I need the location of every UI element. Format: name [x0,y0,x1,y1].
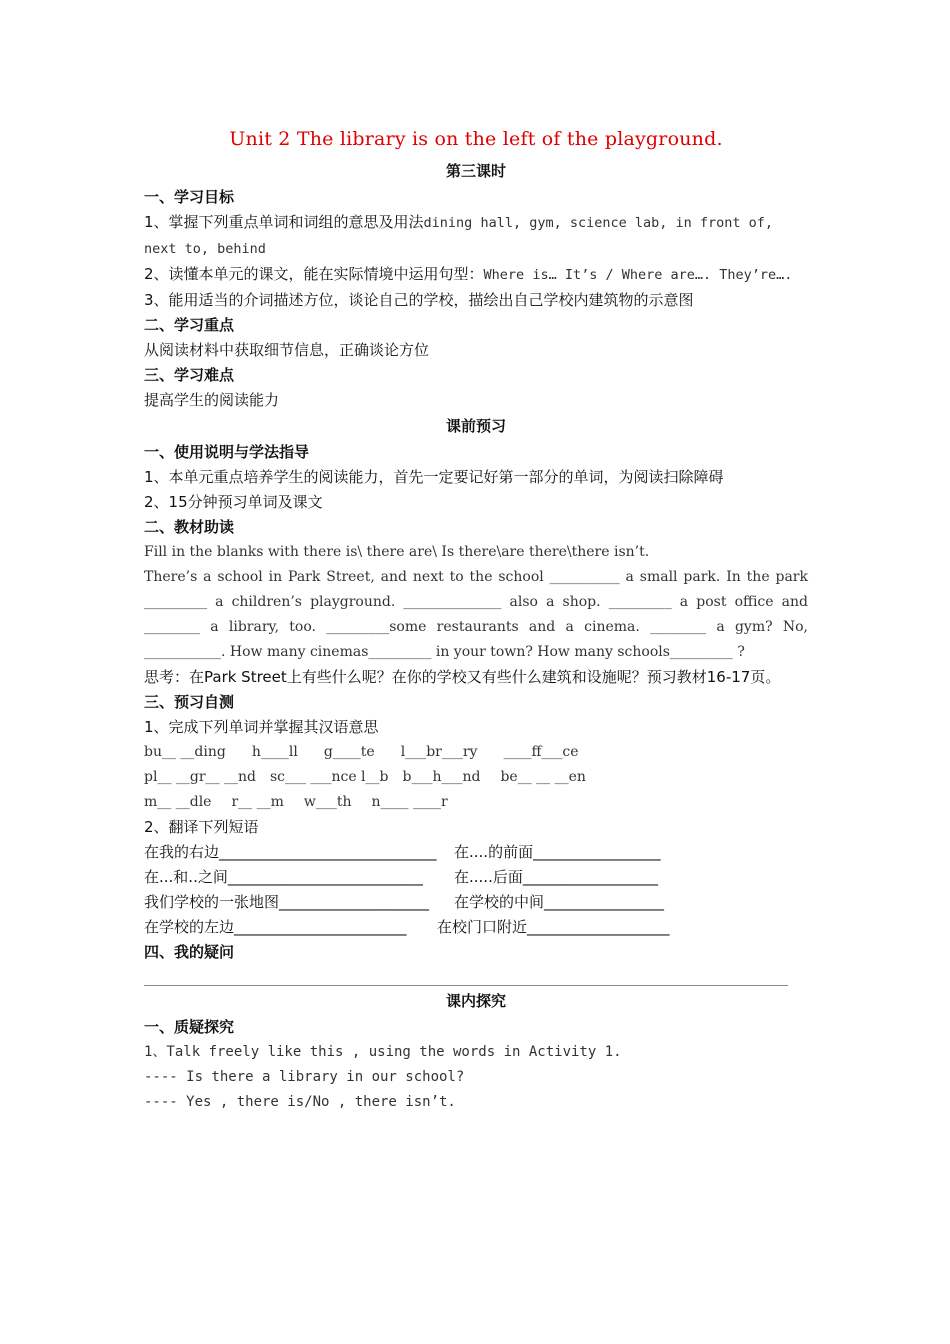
phrase-row [144,840,808,865]
selftest-q2: 2、翻译下列短语 [144,818,259,836]
goals-heading: 一、学习目标 [144,188,235,206]
dialog-line-2: ---- Yes , there is/No , there isn’t. [144,1094,456,1110]
selftest-heading: 三、预习自测 [144,693,235,711]
word-blank: bu__ __ding [144,744,226,760]
goal-item-1-cn: 1、掌握下列重点单词和词组的意思及用法 [144,213,424,231]
word-blank: b___h___nd [402,769,481,785]
phrase-row [144,890,808,915]
page-title: Unit 2 The library is on the left of the playground. [229,128,723,150]
goal-item-2-cn: 2、读懂本单元的课文，能在实际情境中运用句型： [144,265,484,283]
difficulty-text: 提高学生的阅读能力 [144,391,280,409]
phrase-blank: 在...和..之间__________________________ [144,868,423,886]
word-blank: sc___ ___nce l__b [269,769,389,785]
guide-item-2: 2、15分钟预习单词及课文 [144,493,323,511]
lesson-label: 第三课时 [445,162,506,180]
fill-instruction: Fill in the blanks with there is\ there are\ Is there\are there\there isn’t. [144,544,650,560]
word-blank: ____ff___ce [503,744,579,760]
goal-item-1 [144,210,808,262]
word-blank: be__ __ __en [500,769,586,785]
word-blank: l___br___ry [400,744,478,760]
phrase-blank: 在....的前面_________________ [454,843,661,861]
inclass-section-title: 课内探究 [445,992,506,1010]
difficulty-heading: 三、学习难点 [144,366,235,384]
word-blank: n____ ____r [371,794,448,810]
phrase-blank: 我们学校的一张地图____________________ [144,893,430,911]
goal-item-2 [144,262,808,288]
goal-item-1-en: dining hall, gym, science lab, in front of, next to, behind [144,215,774,257]
phrase-row [144,915,808,940]
think-question: 思考：在Park Street上有些什么呢？在你的学校又有些什么建筑和设施呢？预习教材16-17页。 [144,668,781,686]
word-row-2 [144,765,808,790]
word-blank: h____ll [251,744,298,760]
keypoints-heading: 二、学习重点 [144,316,235,334]
phrase-blank: 在.....后面__________________ [454,868,658,886]
document-page [144,128,808,1115]
goal-item-2-en: Where is… It’s / Where are…. They’re…. [483,267,793,283]
fill-passage: There’s a school in Park Street, and next to the school __________ a small park. In the park _________ a children’s playground. ______________ also a shop. _________ a post office and ________ a library, too. _________some restaurants and a cinema. ________ a gym? No, ___________. How many cinemas_________ in your town? How many schools_________ ? [144,569,808,660]
fill-in-exercise [144,540,808,665]
answer-line [144,965,788,986]
phrase-blank: 在学校的左边_______________________ [144,918,407,936]
word-blank: r__ __m [231,794,284,810]
selftest-q1: 1、完成下列单词并掌握其汉语意思 [144,718,379,736]
word-row-1 [144,740,808,765]
word-blank: m__ __dle [144,794,212,810]
preview-section-title: 课前预习 [445,417,506,435]
guide-item-1: 1、本单元重点培养学生的阅读能力，首先一定要记好第一部分的单词，为阅读扫除障碍 [144,468,724,486]
goal-item-3: 3、能用适当的介词描述方位，谈论自己的学校，描绘出自己学校内建筑物的示意图 [144,291,694,309]
explore-heading: 一、质疑探究 [144,1018,235,1036]
word-blank: w___th [303,794,352,810]
phrase-row [144,865,808,890]
word-blank: g____te [323,744,375,760]
phrase-blank: 在校门口附近___________________ [437,918,670,936]
keypoints-text: 从阅读材料中获取细节信息，正确谈论方位 [144,341,430,359]
word-row-3 [144,790,808,815]
word-blank: pl__ __gr__ __nd [144,769,256,785]
textbook-heading: 二、教材助读 [144,518,235,536]
guide-heading: 一、使用说明与学法指导 [144,443,310,461]
phrase-blank: 在我的右边_____________________________ [144,843,437,861]
dialog-line-1: ---- Is there a library in our school? [144,1069,465,1085]
explore-item-1: 1、Talk freely like this , using the words in Activity 1. [144,1044,622,1060]
questions-heading: 四、我的疑问 [144,943,235,961]
phrase-blank: 在学校的中间________________ [454,893,665,911]
